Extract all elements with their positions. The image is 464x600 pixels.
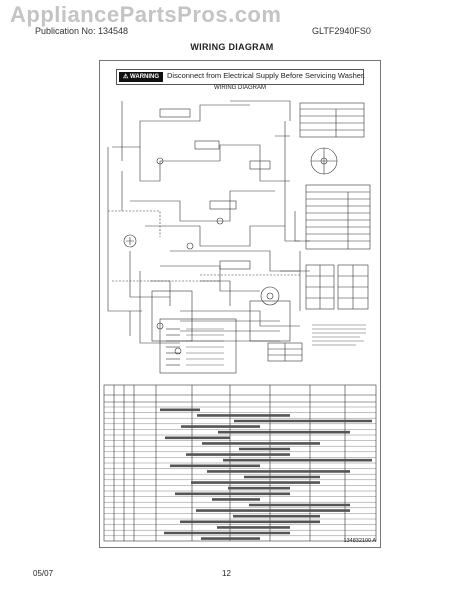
terminal-position-chart bbox=[306, 265, 368, 309]
schematic-drawing bbox=[100, 61, 380, 547]
terminal-notes bbox=[312, 325, 366, 345]
page-number: 12 bbox=[222, 569, 231, 578]
page-title: WIRING DIAGRAM bbox=[190, 42, 274, 52]
pressure-switch-drawing bbox=[311, 148, 337, 174]
wiring-diagram-sheet bbox=[99, 60, 381, 548]
warning-icon: ⚠ bbox=[122, 74, 129, 80]
publication-number: Publication No: 134548 bbox=[35, 26, 129, 36]
timer-chart-rows bbox=[104, 407, 376, 539]
circuit-lines bbox=[108, 101, 310, 343]
watermark: AppliancePartsPros.com bbox=[10, 2, 282, 27]
document-number: 134832100 A bbox=[343, 538, 376, 544]
wiring-codes-legend bbox=[160, 319, 236, 373]
footer-date: 05/07 bbox=[33, 569, 54, 578]
diagram-subtitle: WIRING DIAGRAM bbox=[214, 85, 266, 91]
model-number: GLTF2940FS0 bbox=[312, 26, 371, 36]
component-resistance-table bbox=[306, 185, 370, 249]
warning-text: Disconnect from Electrical Supply Before Servicing Washer. bbox=[167, 71, 366, 80]
components bbox=[124, 109, 290, 354]
small-table bbox=[268, 343, 302, 361]
temperature-table bbox=[300, 103, 364, 137]
warning-badge-label: WARNING bbox=[130, 74, 160, 80]
